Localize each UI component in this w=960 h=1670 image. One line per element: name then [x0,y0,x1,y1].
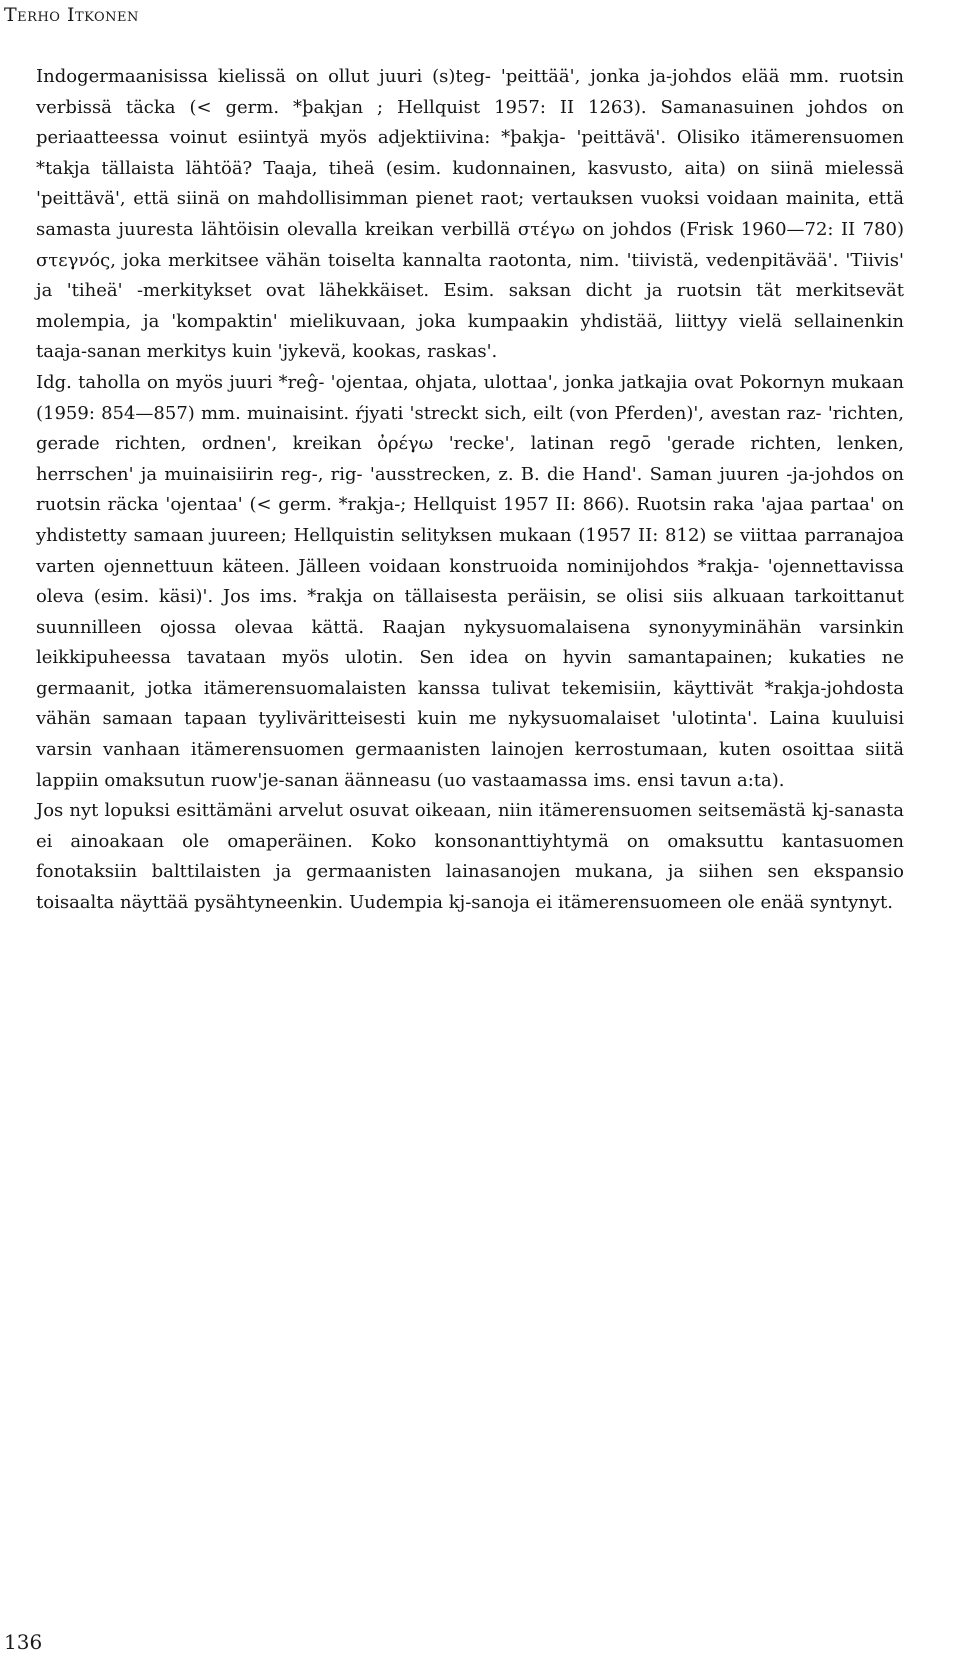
paragraph-1: Indogermaanisissa kielissä on ollut juuri (s)teg- 'peittää', jonka ja-johdos elää mm. ruotsin verbissä täcka (< germ. *þakjan ; Hellquist 1957: II 1263). Samanasuinen johdos on periaatteessa voinut esiintyä myös adjektiivina: *þakja- 'peittävä'. Olisiko itämerensuomen *takja tällaista lähtöä? Taaja, tiheä (esim. kudonnainen, kasvusto, aita) on siinä mielessä 'peittävä', että siinä on mahdollisimman pienet raot; vertauksen vuoksi voidaan mainita, että samasta juuresta lähtöisin olevalla kreikan verbillä στέγω on johdos (Frisk 1960—72: II 780) στεγνός, joka merkitsee vähän toiselta kannalta raotonta, nim. 'tiivistä, vedenpitävää'. 'Tiivis' ja 'tiheä' -merkitykset ovat lähekkäiset. Esim. saksan dicht ja ruotsin tät merkitsevät molempia, ja 'kompaktin' mielikuvaan, joka kumpaakin yhdistää, liittyy vielä sellainenkin taaja-sanan merkitys kuin 'jykevä, kookas, raskas'. [36,66,904,363]
article-body [36,62,904,919]
page-number: 136 [4,1630,43,1654]
running-head: Terho Itkonen [4,4,139,26]
paragraph-3: Jos nyt lopuksi esittämäni arvelut osuvat oikeaan, niin itämerensuomen seitsemästä kj-sanasta ei ainoakaan ole omaperäinen. Koko konsonanttiyhtymä on omaksuttu kantasuomen fonotaksiin balttilaisten ja germaanisten lainasanojen mukana, ja siihen sen ekspansio toisaalta näyttää pysähtyneenkin. Uudempia kj-sanoja ei itämerensuomeen ole enää syntynyt. [36,800,904,914]
paragraph-2: Idg. taholla on myös juuri *reĝ- 'ojentaa, ohjata, ulottaa', jonka jatkajia ovat Pokornyn mukaan (1959: 854—857) mm. muinaisint. ŕjyati 'streckt sich, eilt (von Pferden)', avestan raz- 'richten, gerade richten, ordnen', kreikan ὀρέγω 'recke', latinan regō 'gerade richten, lenken, herrschen' ja muinaisiirin reg-, rig- 'ausstrecken, z. B. die Hand'. Saman juuren -ja-johdos on ruotsin räcka 'ojentaa' (< germ. *rakja-; Hellquist 1957 II: 866). Ruotsin raka 'ajaa partaa' on yhdistetty samaan juureen; Hellquistin selityksen mukaan (1957 II: 812) se viittaa parranajoa varten ojennettuun käteen. Jälleen voidaan konstruoida nominijohdos *rakja- 'ojennettavissa oleva (esim. käsi)'. Jos ims. *rakja on tällaisesta peräisin, se olisi siis alkuaan tarkoittanut suunnilleen ojossa olevaa kättä. Raajan nykysuomalaisena synonyyminähän varsinkin leikkipuheessa tavataan myös ulotin. Sen idea on hyvin samantapainen; kukaties ne germaanit, jotka itämerensuomalaisten kanssa tulivat tekemisiin, käyttivät *rakja-johdosta vähän samaan tapaan tyyliväritteisesti kuin me nykysuomalaiset 'ulotinta'. Laina kuuluisi varsin vanhaan itämerensuomen germaanisten lainojen kerrostumaan, kuten osoittaa siitä lappiin omaksutun ruow'je-sanan äänneasu (uo vastaamassa ims. ensi tavun a:ta). [36,371,904,791]
